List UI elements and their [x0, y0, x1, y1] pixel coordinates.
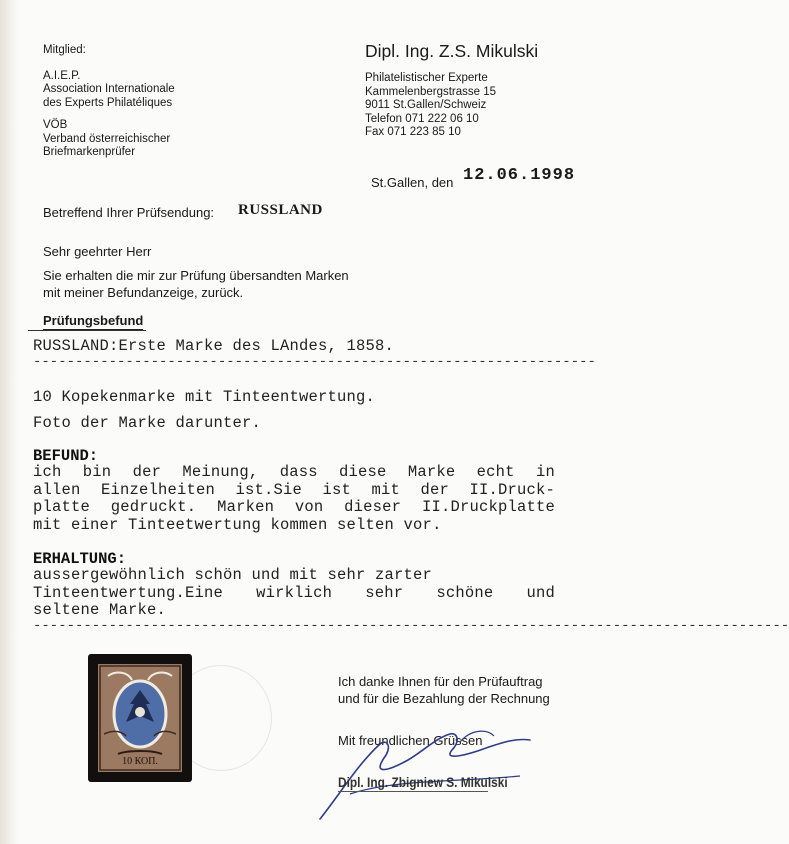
expert-block	[365, 40, 538, 140]
subject-value: RUSSLAND	[238, 202, 323, 218]
membership-block	[43, 44, 175, 160]
expert-name: Dipl. Ing. Z.S. Mikulski	[365, 41, 539, 61]
letter-body-1: Sie erhalten die mir zur Prüfung übersandten Marken	[43, 268, 349, 283]
voeb-line1: Verband österreichischer	[43, 132, 171, 145]
dashed-rule-2: ------------------------------------------------------------------------------------------	[33, 618, 789, 634]
stamp-photo	[88, 654, 192, 782]
befund-label: BEFUND:	[33, 447, 99, 465]
erhaltung-label: ERHALTUNG:	[33, 550, 127, 568]
handwritten-signature	[310, 724, 560, 824]
voeb-abbr: VÖB	[43, 119, 68, 131]
expert-title: Philatelistischer Experte	[365, 72, 488, 84]
stamp-denomination: 10 КОП.	[122, 756, 158, 767]
findings-title-line: RUSSLAND:Erste Marke des LAndes, 1858.	[33, 337, 395, 355]
expert-fax: Fax 071 223 85 10	[365, 126, 461, 138]
letter-body-2: mit meiner Befundanzeige, zurück.	[43, 285, 244, 300]
expert-city: 9011 St.Gallen/Schweiz	[365, 99, 487, 111]
thanks-line-1: Ich danke Ihnen für den Prüfauftrag	[338, 674, 543, 689]
aiep-abbr: A.I.E.P.	[43, 69, 81, 82]
signature-rule	[338, 791, 488, 792]
befund-line-1: ich bin der Meinung, dass diese Marke echt in	[33, 463, 555, 481]
expert-street: Kammelenbergstrasse 15	[365, 85, 497, 98]
greeting: Mit freundlichen Grüssen	[338, 733, 483, 748]
date-prefix: St.Gallen, den	[371, 175, 454, 190]
befund-line-4: mit einer Tinteetwertung kommen selten vor.	[33, 515, 442, 534]
erhaltung-line-2: Tinteentwertung.Eine wirklich sehr schöne und	[33, 583, 555, 602]
dashed-rule-1: -------------------------------------------------------------------	[33, 354, 596, 370]
aiep-line2: des Experts Philatéliques	[43, 96, 173, 109]
voeb-line2: Briefmarkenprüfer	[43, 146, 136, 158]
befund-line-2: allen Einzelheiten ist.Sie ist mit der II.Druck-	[33, 480, 555, 499]
aiep-line1: Association Internationale	[43, 83, 175, 95]
befund-line-3: platte gedruckt. Marken von dieser II.Druckplatte	[33, 498, 555, 516]
befund-text	[33, 464, 555, 534]
subject-label: Betreffend Ihrer Prüfsendung:	[43, 205, 215, 220]
stamp-frame	[98, 664, 182, 772]
date-value: 12.06.1998	[463, 166, 576, 185]
membership-label: Mitglied:	[43, 44, 86, 56]
findings-heading-rule	[28, 330, 146, 331]
findings-desc-1: 10 Kopekenmarke mit Tinteentwertung.	[33, 388, 376, 406]
findings-heading: Prüfungsbefund	[43, 313, 144, 328]
expert-phone: Telefon 071 222 06 10	[365, 112, 479, 125]
salutation: Sehr geehrter Herr	[43, 244, 152, 259]
thanks-line-2: und für die Bezahlung der Rechnung	[338, 691, 550, 706]
erhaltung-line-3: seltene Marke.	[33, 601, 167, 619]
paper-edge	[0, 0, 18, 844]
erhaltung-text	[33, 567, 555, 620]
stamp-design	[98, 664, 182, 772]
findings-desc-2: Foto der Marke darunter.	[33, 414, 262, 432]
erhaltung-line-1: aussergewöhnlich schön und mit sehr zarter	[33, 566, 433, 584]
signature-name: Dipl. Ing. Zbigniew S. Mikulski	[338, 775, 508, 790]
